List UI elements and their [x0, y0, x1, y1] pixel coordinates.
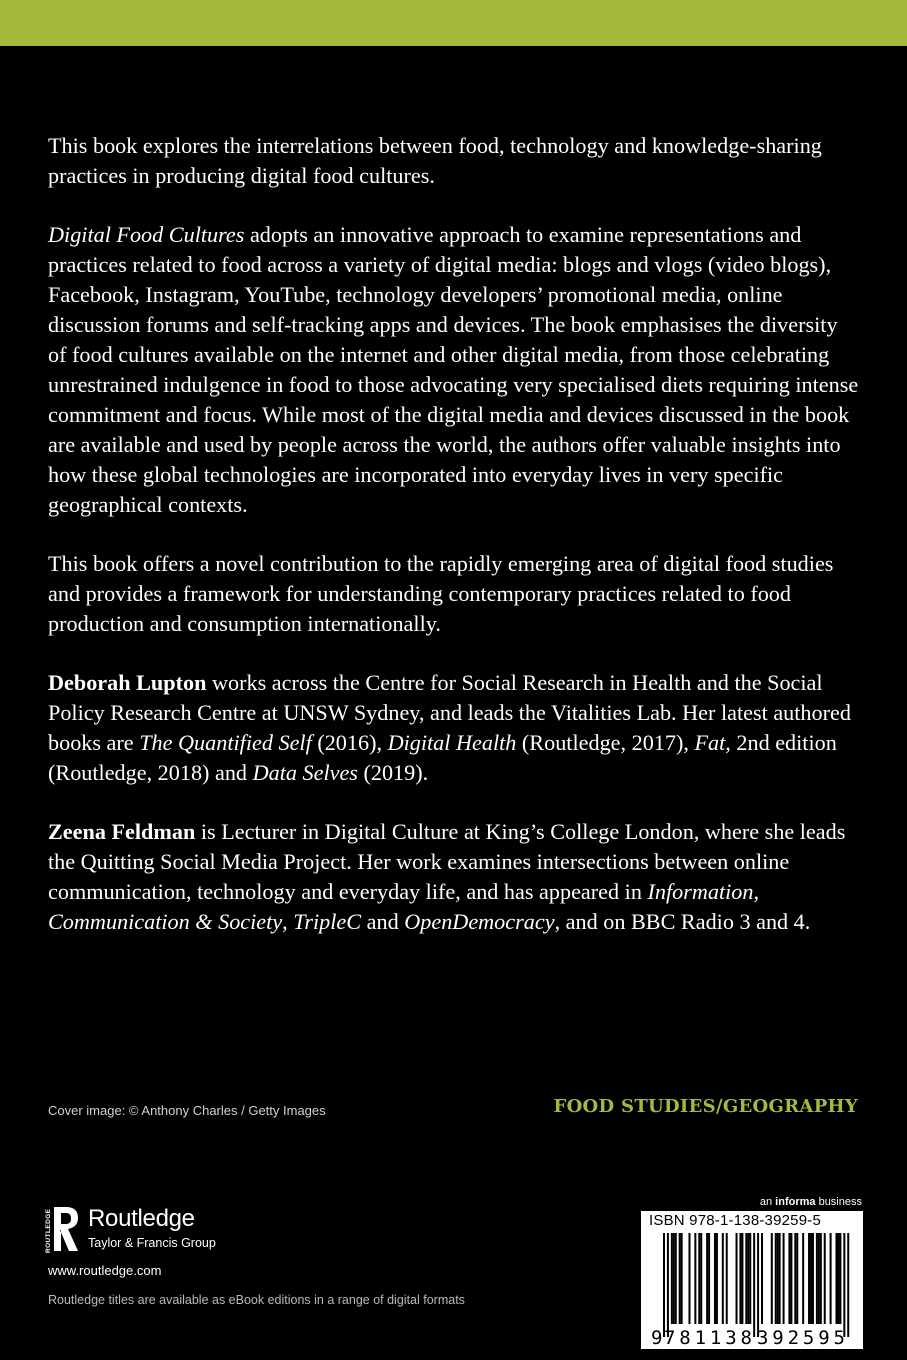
publisher-website-link[interactable]: www.routledge.com: [48, 1263, 162, 1278]
barcode-right-digits: 392595: [757, 1327, 845, 1349]
book-title: Digital Food Cultures: [48, 222, 245, 247]
barcode-bar: [698, 1233, 700, 1324]
barcode-bar: [808, 1233, 810, 1324]
barcode-bar: [745, 1233, 747, 1324]
subject-category: FOOD STUDIES/GEOGRAPHY: [553, 1096, 858, 1117]
barcode-bar: [726, 1233, 728, 1324]
publisher-name: Routledge: [88, 1205, 195, 1232]
barcode-bar: [771, 1233, 773, 1324]
barcode-bar: [757, 1233, 759, 1337]
barcode-bar: [820, 1233, 822, 1324]
barcode-bar: [790, 1233, 792, 1324]
barcode-bar: [663, 1233, 665, 1337]
barcode-bar: [749, 1233, 751, 1324]
routledge-logo: [44, 1205, 244, 1255]
barcode-bar: [700, 1233, 702, 1324]
publisher-group: Taylor & Francis Group: [88, 1236, 216, 1250]
barcode-bar: [739, 1233, 741, 1324]
barcode-bar: [796, 1233, 798, 1324]
ebook-availability-note: Routledge titles are available as eBook editions in a range of digital formats: [48, 1293, 465, 1307]
barcode-bar: [837, 1233, 839, 1324]
barcode-bar: [761, 1233, 763, 1324]
cover-image-credit: Cover image: © Anthony Charles / Getty Images: [48, 1103, 326, 1118]
barcode-bar: [741, 1233, 743, 1324]
barcode-bar: [747, 1233, 749, 1324]
barcode-bar: [688, 1233, 690, 1324]
barcode-bar: [839, 1233, 841, 1324]
blurb-paragraph-2: Digital Food Cultures adopts an innovative approach to examine representations and practices related to food across a variety of digital media: blogs and vlogs (video blogs), Facebook, Instagram, YouTube, technology developers’ promotional media, online discussion forums and self-tracking apps and devices. The book emphasises the diversity of food cultures available on the internet and other digital media, from those celebrating unrestrained indulgence in food to those advocating very specialised diets requiring intense commitment and focus. While most of the digital media and devices discussed in the book are available and used by people across the world, the authors offer valuable insights into how these global technologies are incorporated into everyday lives in very specific geographical contexts.: [48, 222, 859, 517]
barcode-bar: [673, 1233, 675, 1324]
barcode-bar: [830, 1233, 832, 1324]
barcode-bar: [681, 1233, 683, 1324]
barcode-bars: [641, 1211, 863, 1349]
barcode-bar: [706, 1233, 708, 1324]
barcode-bar: [835, 1233, 837, 1324]
barcode-bar: [671, 1233, 673, 1324]
barcode-bar: [810, 1233, 812, 1324]
author-bio-feldman: Zeena Feldman is Lecturer in Digital Culture at King’s College London, where she leads the Quitting Social Media Project. Her work examines intersections between online communication, technology and everyday life, and has appeared in Information, Communication & Society, TripleC and OpenDemocracy, and on BBC Radio 3 and 4.: [48, 819, 846, 934]
barcode-bar: [843, 1233, 845, 1337]
barcode-bar: [788, 1233, 790, 1324]
barcode-bar: [818, 1233, 820, 1324]
barcode-bar: [783, 1233, 785, 1324]
barcode-bar: [694, 1233, 696, 1324]
routledge-logo-icon: [44, 1205, 80, 1255]
back-cover-blurb: [48, 131, 860, 966]
blurb-paragraph-3: This book offers a novel contribution to the rapidly emerging area of digital food studies and provides a framework for understanding contemporary practices related to food production and consumption internationally.: [48, 551, 834, 636]
barcode-bar: [779, 1233, 781, 1324]
barcode-bar: [722, 1233, 724, 1324]
author-name: Zeena Feldman: [48, 819, 196, 844]
barcode-bar: [777, 1233, 779, 1324]
barcode-left-digits: 781138: [664, 1327, 752, 1349]
barcode-bar: [847, 1233, 849, 1337]
isbn-barcode: [641, 1211, 863, 1349]
author-bio-lupton: Deborah Lupton works across the Centre for Social Research in Health and the Social Policy Research Centre at UNSW Sydney, and leads the Vitalities Lab. Her latest authored books are The Quantified Self (2016), Digital Health (Routledge, 2017), Fat, 2nd edition (Routledge, 2018) and Data Selves (2019).: [48, 670, 851, 785]
barcode-bar: [753, 1233, 755, 1337]
barcode-bar: [816, 1233, 818, 1324]
barcode-bar: [736, 1233, 738, 1324]
barcode-bar: [667, 1233, 669, 1337]
barcode-bar: [714, 1233, 716, 1324]
isbn-label: ISBN 978-1-138-39259-5: [649, 1212, 822, 1229]
routledge-vertical-text: ROUTLEDGE: [45, 1208, 52, 1253]
barcode-bar-group: [663, 1233, 849, 1337]
barcode-bar: [775, 1233, 777, 1324]
barcode-bar: [675, 1233, 677, 1324]
barcode-bar: [794, 1233, 796, 1324]
barcode-bar: [679, 1233, 681, 1324]
barcode-bar: [812, 1233, 814, 1324]
barcode-bar: [802, 1233, 804, 1324]
barcode-bar: [824, 1233, 826, 1324]
informa-business-tag: an informa business: [759, 1196, 862, 1208]
blurb-paragraph-1: This book explores the interrelations between food, technology and knowledge-sharing practices in producing digital food cultures.: [48, 133, 822, 188]
barcode-first-digit: 9: [651, 1327, 663, 1349]
barcode-bar: [708, 1233, 710, 1324]
author-name: Deborah Lupton: [48, 670, 207, 695]
top-accent-band: [0, 0, 907, 46]
barcode-bar: [716, 1233, 718, 1324]
